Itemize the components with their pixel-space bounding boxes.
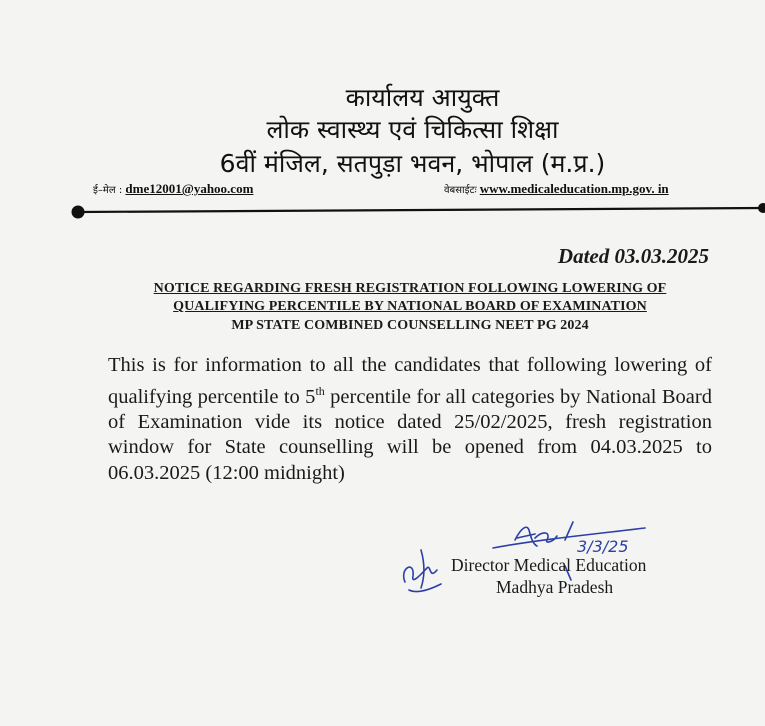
ordinal-superscript: th — [315, 383, 325, 398]
handwritten-date: 3/3/25 — [577, 537, 629, 556]
office-heading: कार्यालय आयुक्त — [345, 83, 500, 112]
notice-title-line-2: QUALIFYING PERCENTILE BY NATIONAL BOARD OF EXAMINATION — [173, 299, 647, 314]
address-heading: 6वीं मंजिल, सतपुड़ा भवन, भोपाल (म.प्र.) — [219, 149, 606, 178]
website-link[interactable]: www.medicaleducation.mp.gov. in — [479, 181, 669, 196]
email-label: ई–मेल : — [93, 185, 126, 196]
website-label: वेबसाईटः — [444, 185, 480, 196]
notice-body-part-2: percentile for all categories by National Board of Examination vide its notice dated 25/02/2025, fresh registration window for State counselling will be opened from 04.03.2025 to 06.03.2025 (12:00 midnight) — [108, 385, 712, 484]
notice-title-line-1: NOTICE REGARDING FRESH REGISTRATION FOLLOWING LOWERING OF — [153, 281, 667, 296]
header-divider — [0, 195, 765, 225]
email-link[interactable]: dme12001@yahoo.com — [125, 181, 254, 196]
notice-body-part-1: This is for information to all the candidates that following lowering of qualifying percentile to 5 — [108, 354, 712, 408]
signatory-title: Director Medical Education — [451, 555, 647, 575]
notice-date: Dated 03.03.2025 — [557, 244, 709, 268]
notice-body — [108, 353, 712, 486]
department-heading: लोक स्वास्थ्य एवं चिकित्सा शिक्षा — [266, 115, 559, 144]
signatory-state: Madhya Pradesh — [496, 577, 614, 597]
notice-title-line-3: MP STATE COMBINED COUNSELLING NEET PG 2024 — [231, 318, 589, 333]
